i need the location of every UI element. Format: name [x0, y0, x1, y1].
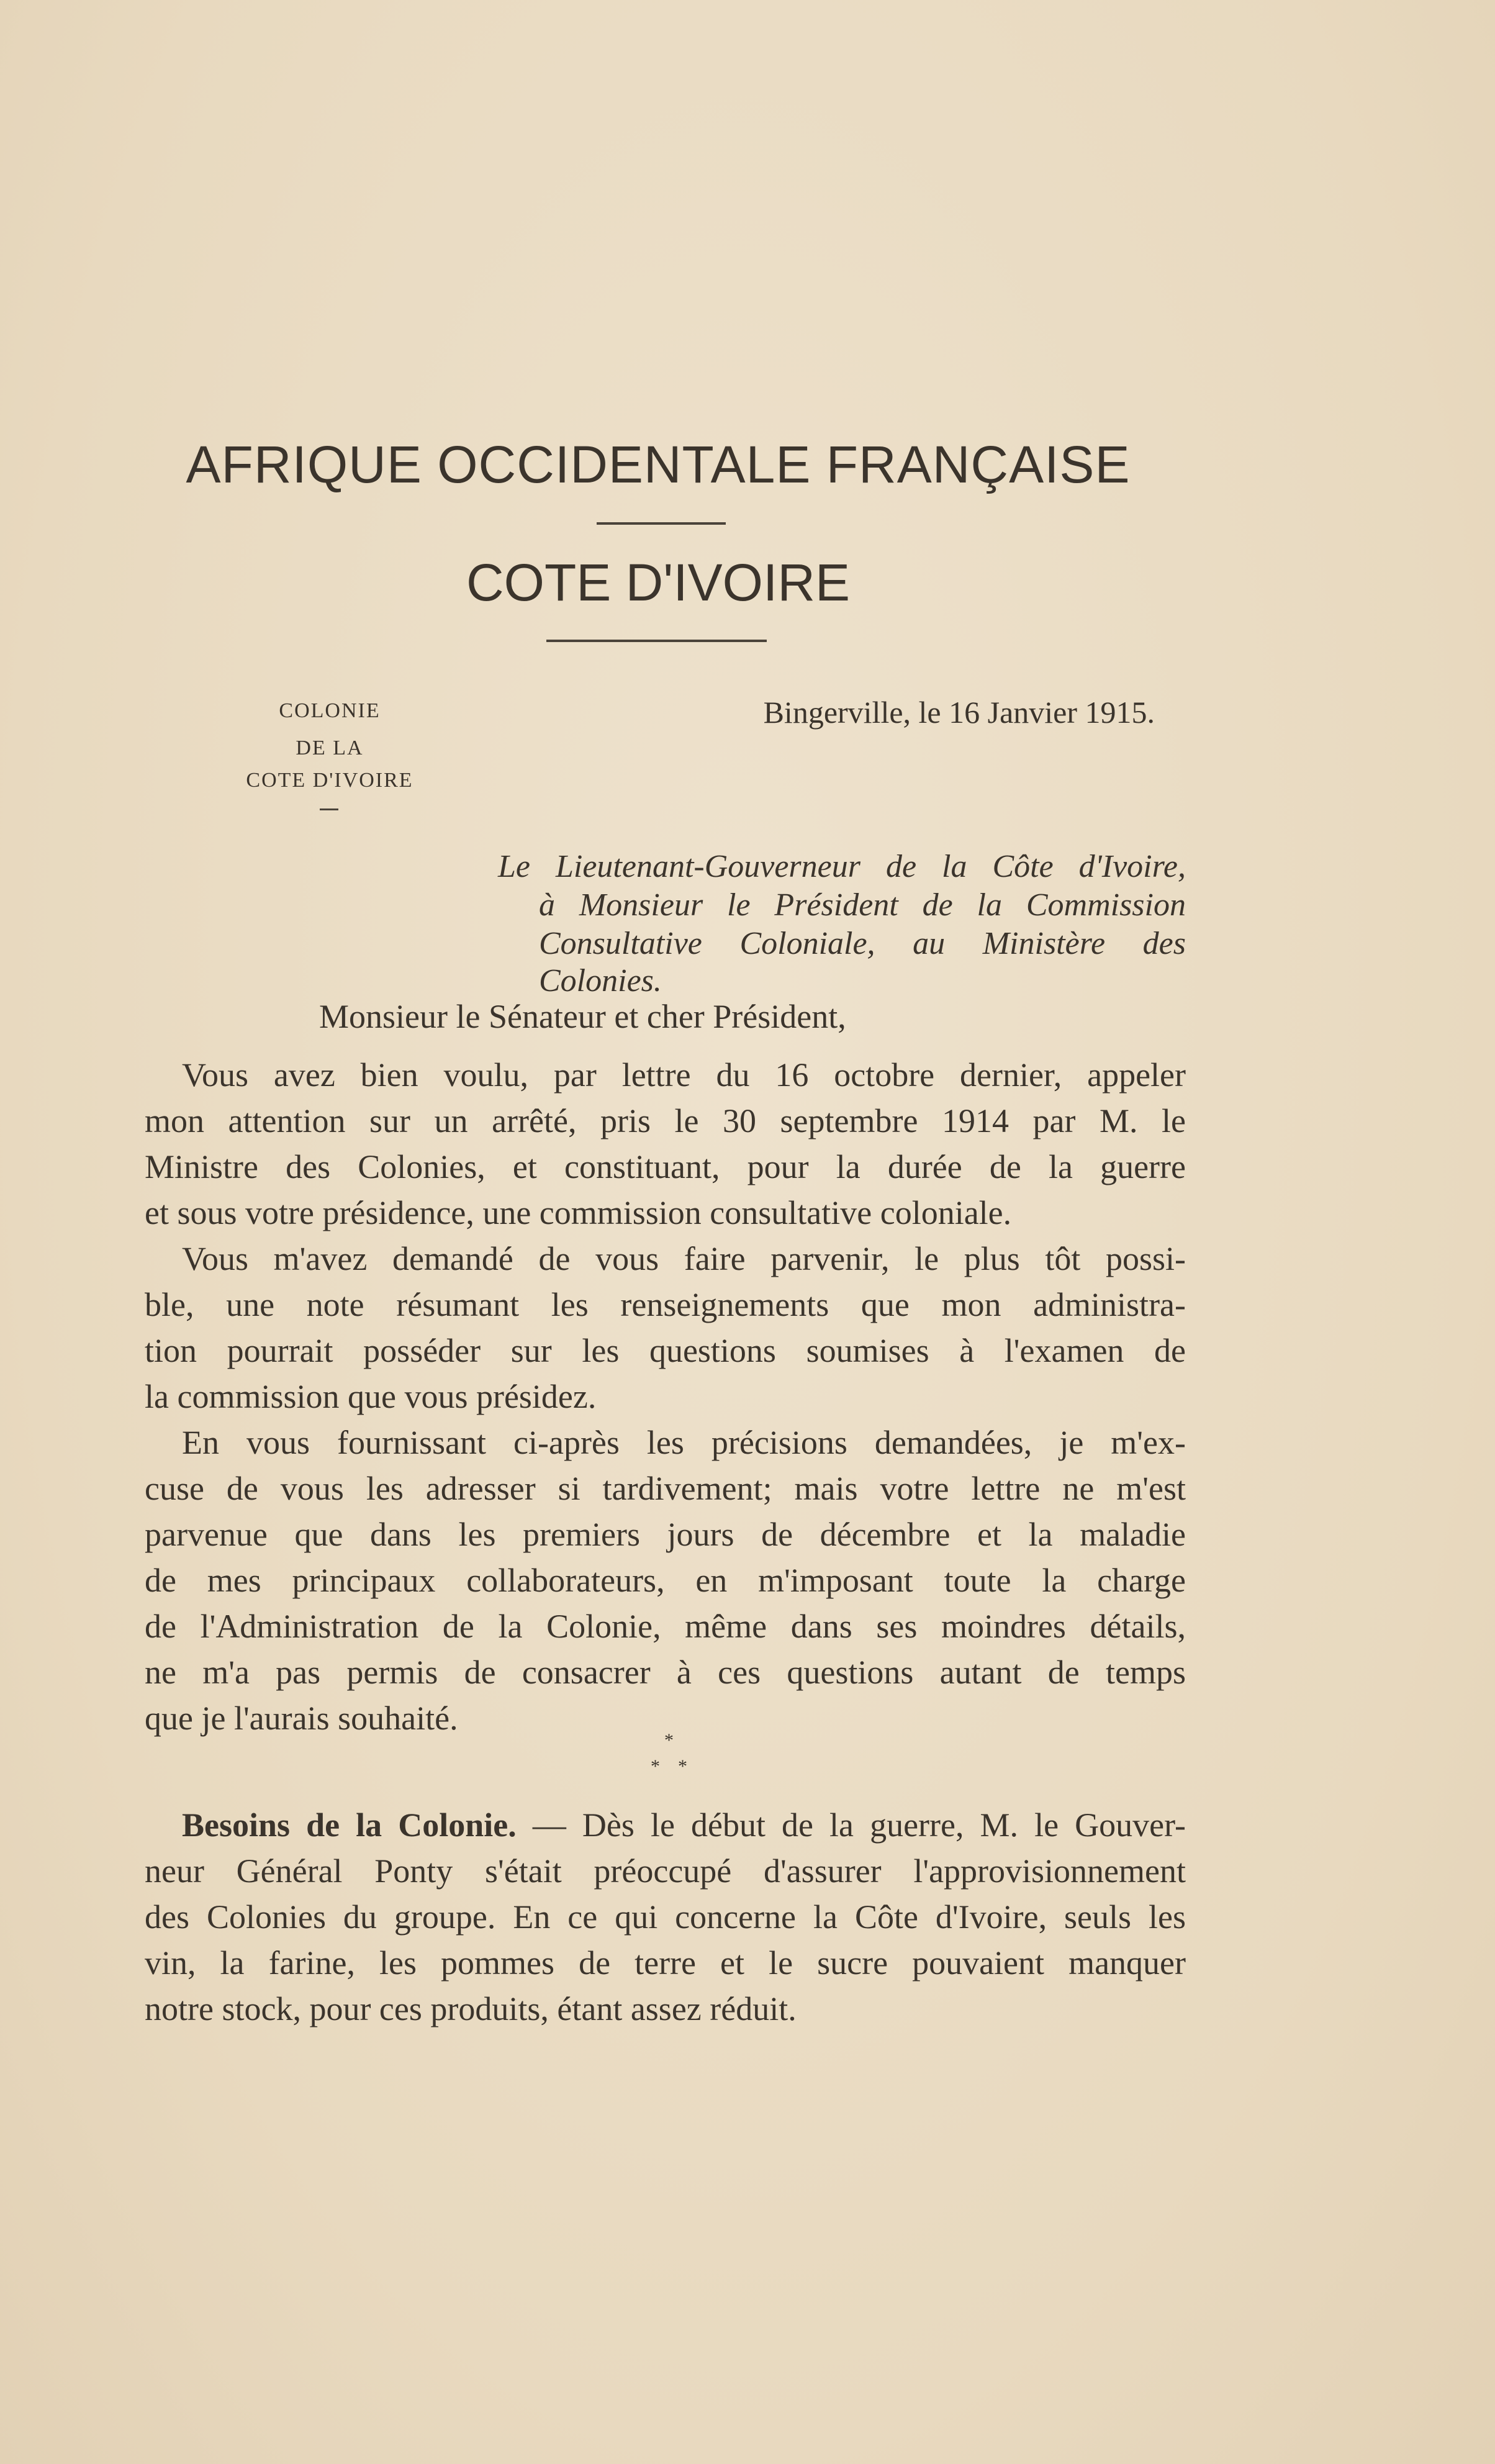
body-line: Ministre des Colonies, et constituant, pour la durée de la guerre: [145, 1148, 1186, 1185]
body-line: Vous avez bien voulu, par lettre du 16 octobre dernier, appeler: [182, 1056, 1186, 1094]
subtitle-divider: [546, 640, 767, 642]
sidebar-line: DE LA: [296, 736, 364, 759]
section-line: des Colonies du groupe. En ce qui concerne la Côte d'Ivoire, seuls les: [145, 1898, 1186, 1936]
section-text: — Dès le début de la guerre, M. le Gouver-: [516, 1806, 1186, 1844]
section-first-line: [182, 1806, 1186, 1844]
body-line: ne m'a pas permis de consacrer à ces questions autant de temps: [145, 1654, 1186, 1691]
section-line: notre stock, pour ces produits, étant assez réduit.: [145, 1990, 797, 2027]
address-line: Le Lieutenant-Gouverneur de la Côte d'Ivoire,: [498, 849, 1186, 884]
section-heading: Besoins de la Colonie.: [182, 1806, 517, 1844]
address-line: Colonies.: [539, 963, 662, 999]
body-line: Vous m'avez demandé de vous faire parvenir, le plus tôt possi-: [182, 1240, 1186, 1277]
separator-star: *: [664, 1730, 674, 1751]
address-line: Consultative Coloniale, au Ministère des: [539, 926, 1186, 961]
body-line: et sous votre présidence, une commission consultative coloniale.: [145, 1194, 1012, 1231]
body-line: En vous fournissant ci-après les précisions demandées, je m'ex-: [182, 1424, 1186, 1461]
sidebar-line: COTE D'IVOIRE: [246, 769, 413, 792]
section-line: neur Général Ponty s'était préoccupé d'assurer l'approvisionnement: [145, 1852, 1186, 1890]
body-line: mon attention sur un arrêté, pris le 30 septembre 1914 par M. le: [145, 1102, 1186, 1139]
body-line: parvenue que dans les premiers jours de décembre et la maladie: [145, 1516, 1186, 1553]
salutation: Monsieur le Sénateur et cher Président,: [319, 998, 846, 1035]
address-line: à Monsieur le Président de la Commission: [539, 887, 1186, 923]
body-line: la commission que vous présidez.: [145, 1378, 597, 1415]
body-line: de l'Administration de la Colonie, même dans ses moindres détails,: [145, 1608, 1186, 1645]
separator-star: *: [651, 1756, 660, 1777]
section-line: vin, la farine, les pommes de terre et le sucre pouvaient manquer: [145, 1944, 1186, 1982]
letter-date: Bingerville, le 16 Janvier 1915.: [763, 695, 1155, 730]
body-line: de mes principaux collaborateurs, en m'imposant toute la charge: [145, 1562, 1186, 1599]
page-subtitle: COTE D'IVOIRE: [466, 553, 851, 612]
title-divider: [597, 522, 726, 525]
body-line: tion pourrait posséder sur les questions soumises à l'examen de: [145, 1332, 1186, 1369]
sidebar-line: COLONIE: [279, 699, 381, 722]
body-line: que je l'aurais souhaité.: [145, 1700, 458, 1737]
body-line: cuse de vous les adresser si tardivement; mais votre lettre ne m'est: [145, 1470, 1186, 1507]
separator-star: *: [678, 1756, 687, 1777]
body-line: ble, une note résumant les renseignements que mon administra-: [145, 1286, 1186, 1323]
sidebar-divider: [320, 808, 338, 810]
page-title: AFRIQUE OCCIDENTALE FRANÇAISE: [186, 435, 1131, 494]
